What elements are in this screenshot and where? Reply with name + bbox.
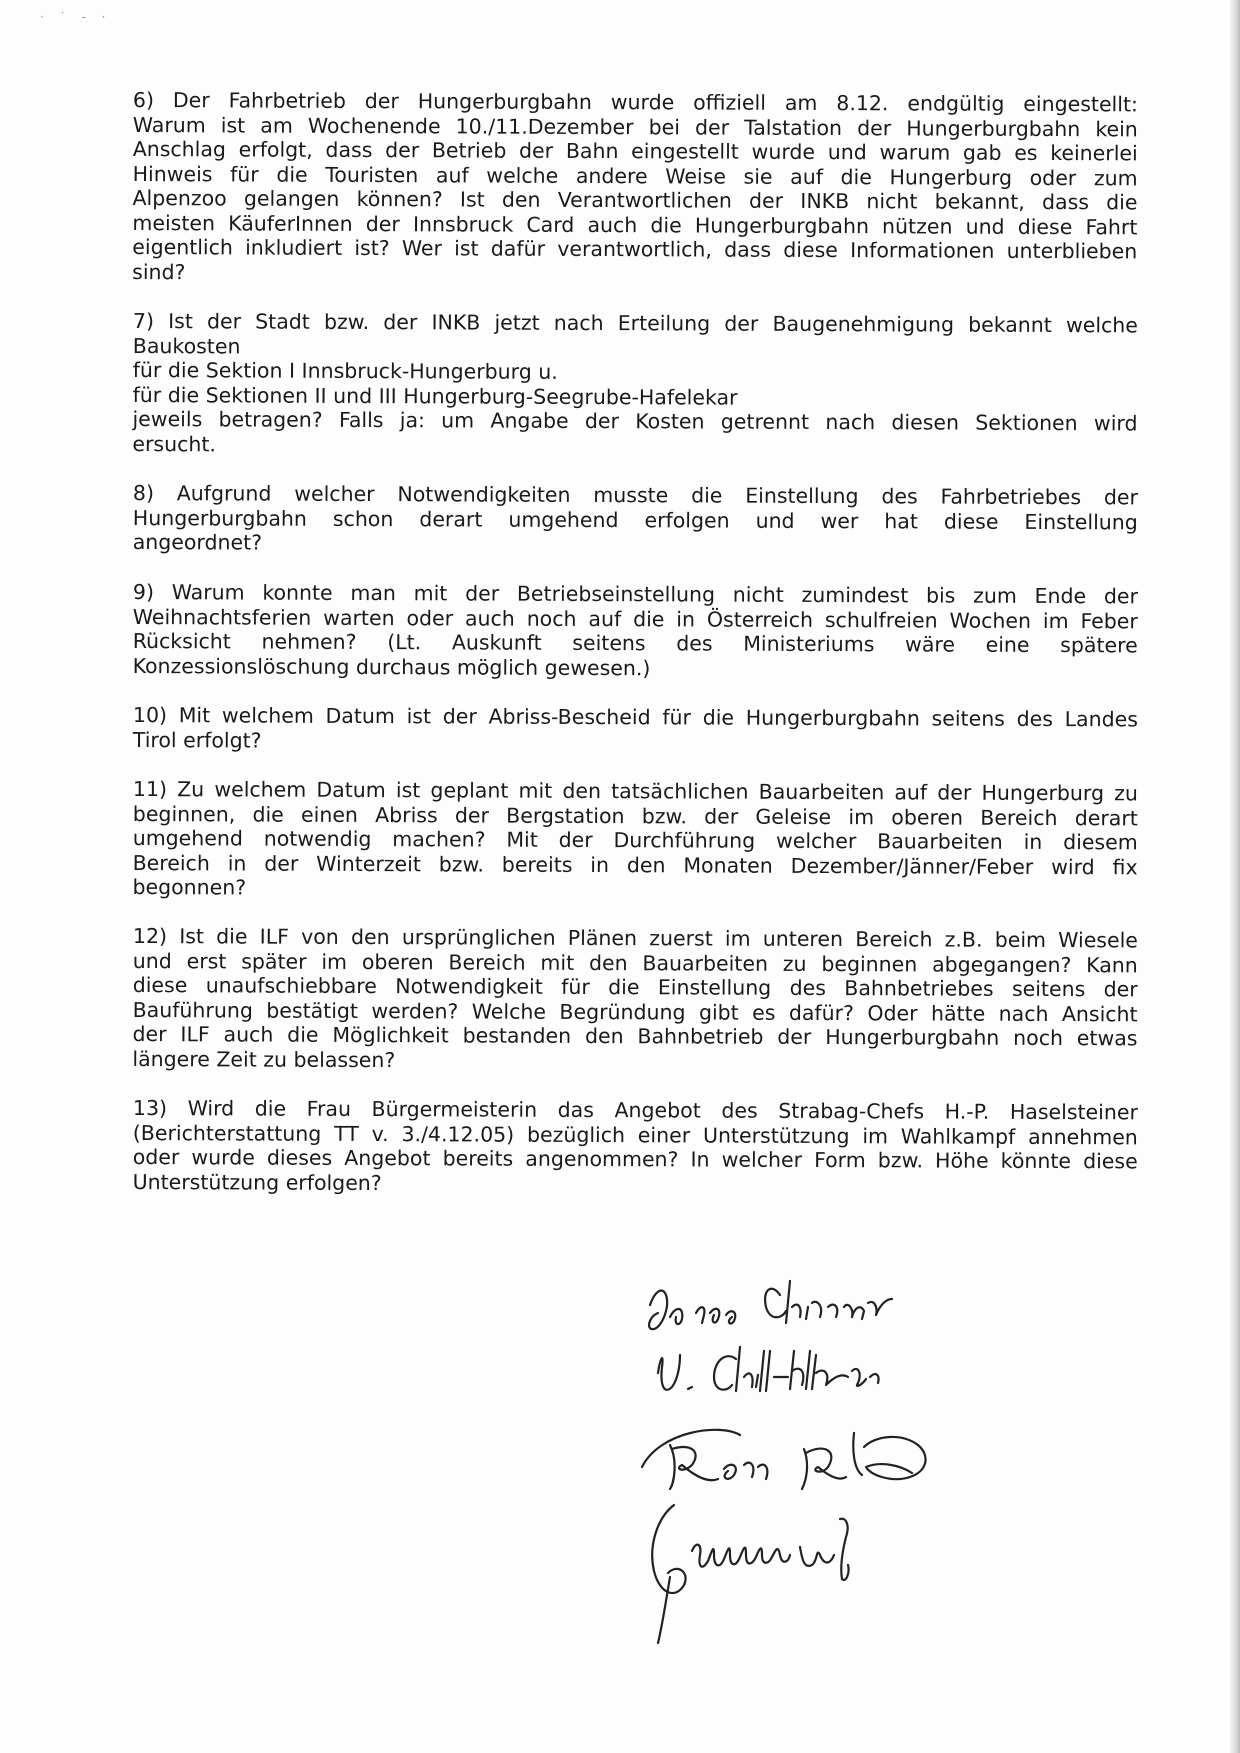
question-10: [133, 703, 1138, 756]
question-line: ersucht.: [132, 431, 217, 456]
question-6: [132, 88, 1138, 288]
question-line: für die Sektionen II und III Hungerburg-Seegrube-Hafelekar: [132, 382, 738, 410]
question-line: eigentlich inkludiert ist? Wer ist dafür verantwortlich, dass diese Informationen unterblieben: [132, 234, 1138, 264]
question-line: Warum ist am Wochenende 10./11.Dezember bei der Talstation der Hungerburgbahn kein: [132, 112, 1138, 141]
question-line: meisten KäuferInnen der Innsbruck Card auch die Hungerburgbahn nützen und diese Fahrt: [132, 210, 1138, 239]
question-line: Unterstützung erfolgen?: [132, 1169, 382, 1195]
question-line: längere Zeit zu belassen?: [132, 1046, 396, 1072]
question-7: [132, 309, 1138, 460]
question-line: 11) Zu welchem Datum ist geplant mit den tatsächlichen Bauarbeiten auf der Hungerburg zu: [132, 776, 1138, 805]
signatures-block: [640, 1255, 1160, 1665]
question-line: Weihnachtsferien warten oder auch noch auf die in Österreich schulfreien Wochen im Feber: [132, 603, 1138, 633]
question-line: 9) Warum konnte man mit der Betriebseinstellung nicht zumindest bis zum Ende der: [132, 579, 1138, 608]
scan-edge-shadow: [1230, 0, 1240, 1753]
question-line: Alpenzoo gelangen können? Ist den Verantwortlichen der INKB nicht bekannt, dass die: [132, 185, 1138, 215]
signature-3: [642, 1430, 926, 1489]
question-line: 6) Der Fahrbetrieb der Hungerburgbahn wurde offiziell am 8.12. endgültig eingestellt:: [132, 88, 1138, 117]
question-line: beginnen, die einen Abriss der Bergstation bzw. der Geleise im oberen Bereich derart: [132, 800, 1138, 830]
question-line: für die Sektion I Innsbruck-Hungerburg u.: [132, 357, 558, 384]
signature-2: [658, 1347, 879, 1391]
question-line: Hungerburgbahn schon derart umgehend erfolgen und wer hat diese Einstellung: [132, 505, 1138, 534]
question-line: Tirol erfolgt?: [132, 726, 262, 752]
question-line: umgehend notwendig machen? Mit der Durchführung welcher Bauarbeiten in diesem: [132, 825, 1138, 854]
question-9: [133, 580, 1138, 682]
question-line: (Berichterstattung TT v. 3./4.12.05) bezüglich einer Unterstützung im Wahlkampf annehmen: [132, 1120, 1138, 1149]
question-line: diese unaufschiebbare Notwendigkeit für die Einstellung des Bahnbetriebes seitens der: [132, 972, 1138, 1002]
question-line: der ILF auch die Möglichkeit bestanden den Bahnbetrieb der Hungerburgbahn noch etwas: [132, 1021, 1138, 1051]
question-line: Baukosten: [132, 333, 241, 358]
question-line: Hinweis für die Touristen auf welche andere Weise sie auf die Hungerburg oder zum: [132, 161, 1138, 190]
question-line: 8) Aufgrund welcher Notwendigkeiten musste die Einstellung des Fahrbetriebes der: [132, 481, 1138, 510]
question-11: [132, 777, 1138, 904]
question-line: 13) Wird die Frau Bürgermeisterin das Angebot des Strabag-Chefs H.-P. Haselsteiner: [132, 1096, 1138, 1125]
signatures-svg: [640, 1255, 1160, 1665]
question-line: 12) Ist die ILF von den ursprünglichen Plänen zuerst im unteren Bereich z.B. beim Wiesele: [132, 924, 1138, 953]
question-line: und erst später im oberen Bereich mit den Bauarbeiten zu beginnen abgegangen? Kann: [132, 948, 1138, 977]
question-line: Rücksicht nehmen? (Lt. Auskunft seitens des Ministeriums wäre eine spätere: [132, 628, 1138, 657]
signature-4: [652, 1505, 848, 1643]
question-8: [133, 481, 1138, 559]
question-line: Bauführung bestätigt werden? Welche Begründung gibt es dafür? Oder hätte nach Ansicht: [132, 997, 1138, 1026]
scan-specks: · ˙ ‑ ·: [40, 10, 112, 24]
questions-list: [133, 88, 1138, 1219]
question-line: 7) Ist der Stadt bzw. der INKB jetzt nach Erteilung der Baugenehmigung bekannt welche: [132, 309, 1138, 338]
question-12: [132, 924, 1138, 1075]
question-line: Anschlag erfolgt, dass der Betrieb der Bahn eingestellt wurde und warum gab es keinerlei: [132, 136, 1138, 166]
question-line: Bereich in der Winterzeit bzw. bereits in den Monaten Dezember/Jänner/Feber wird fix: [132, 849, 1138, 879]
question-line: sind?: [132, 259, 186, 284]
question-line: jeweils betragen? Falls ja: um Angabe der Kosten getrennt nach diesen Sektionen wird: [132, 406, 1138, 436]
question-line: angeordnet?: [132, 529, 263, 555]
signature-1: [649, 1281, 892, 1329]
question-13: [133, 1096, 1138, 1198]
question-line: oder wurde dieses Angebot bereits angenommen? In welcher Form bzw. Höhe könnte diese: [132, 1144, 1138, 1174]
question-line: begonnen?: [132, 874, 247, 899]
question-line: 10) Mit welchem Datum ist der Abriss-Bescheid für die Hungerburgbahn seitens des Landes: [132, 702, 1138, 731]
question-line: Konzessionslöschung durchaus möglich gewesen.): [132, 652, 651, 680]
